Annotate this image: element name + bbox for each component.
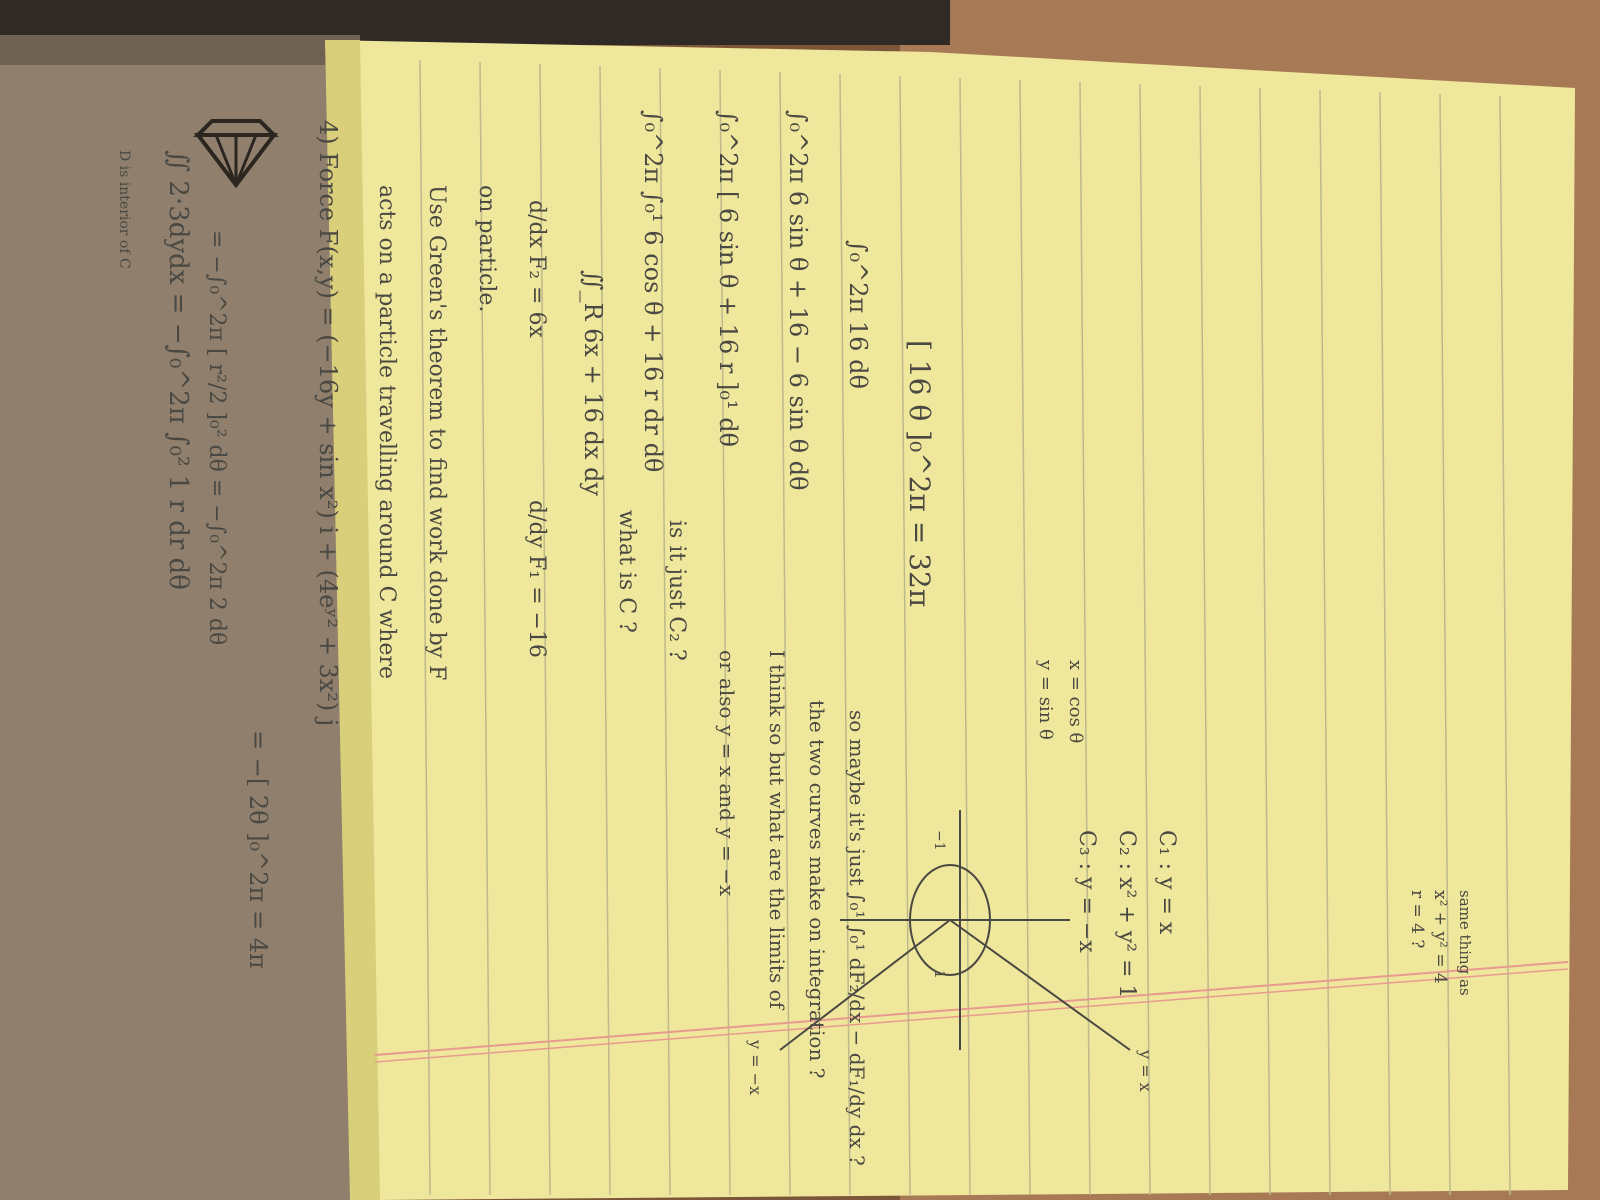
param-x: x = cos θ: [1065, 660, 1086, 744]
final-result: [ 16 θ ]₀^2π = 32π: [903, 340, 936, 608]
step-1: ∫₀^2π [ 6 sin θ + 16 r ]₀¹ dθ: [714, 110, 742, 448]
problem-title: 4) Force F(x,y) = (−16y + sin x²) i + (4eʸ² + 3x²) j: [314, 120, 342, 727]
step-2: ∫₀^2π 6 sin θ + 16 − 6 sin θ dθ: [784, 110, 812, 491]
question-2: is it just C₂ ?: [664, 520, 689, 661]
cardboard-edge: [0, 35, 360, 65]
problem-line-2: acts on a particle travelling around C where: [374, 185, 399, 679]
problem-line-4: on particle.: [474, 185, 499, 313]
curve-c1: C₁ : y = x: [1154, 830, 1179, 935]
aside-2: x² + y² = 4: [1430, 890, 1450, 984]
question-3: or also y = x and y = −x: [715, 650, 739, 897]
axis-label-neg-one: −1: [931, 830, 947, 851]
top-line-2: D is interior of C: [116, 150, 132, 269]
polar-integral: ∫₀^2π ∫₀¹ 6 cos θ + 16 r dr dθ: [639, 110, 667, 473]
partial-f1: d/dy F₁ = −16: [524, 500, 549, 658]
step-3: ∫₀^2π 16 dθ: [844, 240, 872, 389]
top-line-3: = −∫₀^2π [ r²/2 ]₀² dθ = −∫₀^2π 2 dθ: [204, 230, 229, 646]
label-y-eq-neg-x: y = −x: [746, 1040, 765, 1096]
top-line-1: ∬ 2·3dydx = −∫₀^2π ∫₀² 1 r dr dθ: [163, 150, 193, 590]
problem-line-3: Use Green's theorem to find work done by F: [424, 185, 449, 681]
legal-pad: [325, 40, 1575, 1200]
question-5: the two curves make on integration ?: [805, 700, 829, 1079]
partial-f2: d/dx F₂ = 6x: [524, 200, 549, 338]
param-y: y = sin θ: [1035, 660, 1056, 740]
question-1: what is C ?: [614, 510, 639, 633]
label-y-eq-x: y = x: [1136, 1050, 1155, 1092]
curve-c2: C₂ : x² + y² = 1: [1114, 830, 1139, 999]
axis-label-one: 1: [931, 970, 947, 979]
integral-r: ∬_R 6x + 16 dx dy: [579, 270, 607, 496]
top-line-4: = −[ 2θ ]₀^2π = 4π: [244, 730, 272, 969]
aside-1: same thing as: [1456, 890, 1474, 996]
question-4: I think so but what are the limits of: [765, 650, 789, 1010]
curve-c3: C₃ : y = −x: [1074, 830, 1099, 953]
aside-3: r = 4 ?: [1407, 890, 1427, 949]
question-6: so maybe it's just ∫₀¹ ∫₀¹ dF₂/dx − dF₁/dy dx ?: [845, 710, 869, 1166]
